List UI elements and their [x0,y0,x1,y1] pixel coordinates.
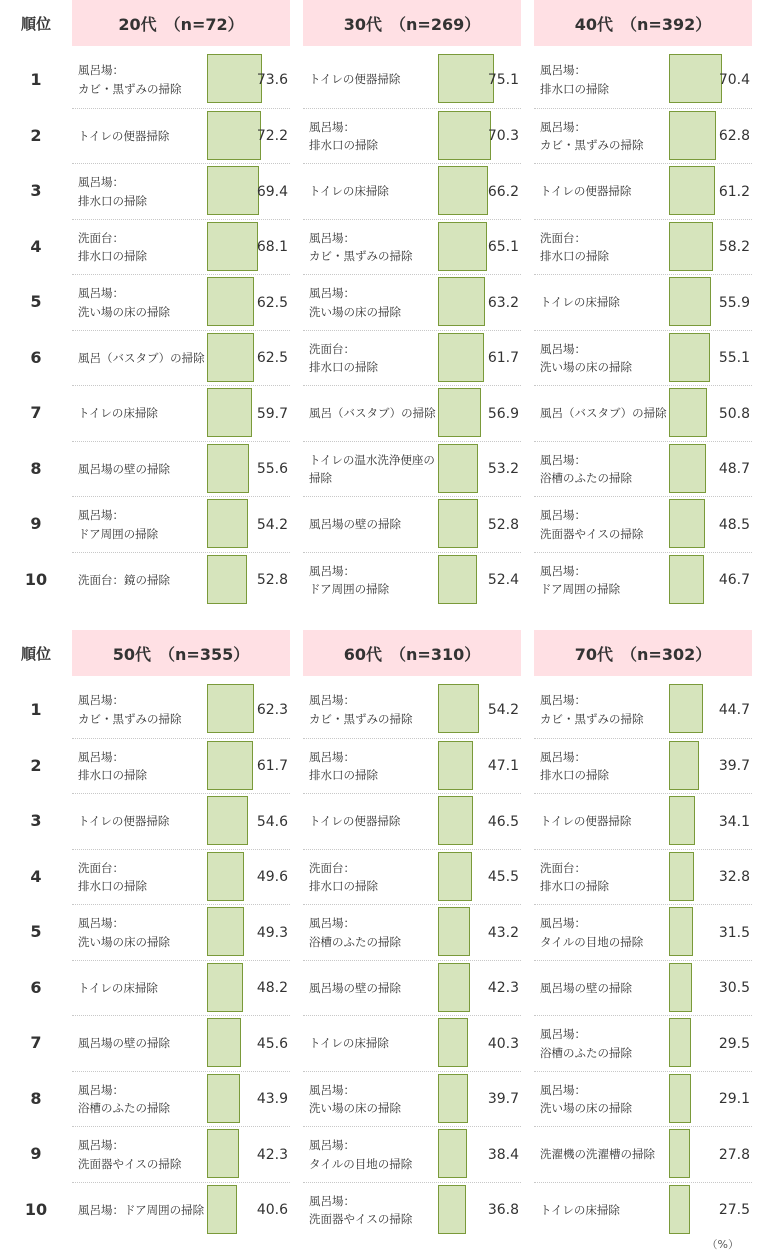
value-label: 49.6 [256,869,288,885]
item-label: 風呂場： 排水口の掃除 [78,749,147,782]
panel-title: 40代 （n=392） [534,0,752,46]
ranking-row [534,441,752,497]
rank-column-header: 順位 [20,14,51,33]
value-label: 59.7 [256,405,288,422]
ranking-row [534,738,752,794]
ranking-row [72,52,290,107]
item-label: 洗濯機の洗濯槽の掃除 [540,1147,655,1162]
value-bar [438,388,481,437]
value-bar [438,54,494,103]
ranking-row [72,552,290,608]
value-bar [669,1074,691,1123]
ranking-row [303,552,521,608]
item-label: 風呂場： カビ・黒ずみの掃除 [540,119,644,152]
value-label: 42.3 [256,1146,288,1163]
value-bar [207,684,254,733]
ranking-row [303,52,521,107]
ranking-row [303,682,521,737]
item-label: 風呂場： 排水口の掃除 [540,63,609,96]
item-label: 風呂場の壁の掃除 [78,461,170,476]
value-bar [207,741,253,790]
value-bar [207,907,244,956]
value-bar [438,1074,468,1123]
item-label: 風呂場： 排水口の掃除 [309,119,378,152]
item-label: トイレの床掃除 [309,1036,389,1051]
ranking-row [72,163,290,219]
panel-title: 50代 （n=355） [72,630,290,676]
item-label: トイレの便器掃除 [540,814,632,829]
ranking-row [534,496,752,552]
value-label: 52.8 [487,516,519,533]
item-label: 風呂場： カビ・黒ずみの掃除 [309,230,413,263]
ranking-row [534,219,752,275]
value-bar [669,963,692,1012]
value-label: 39.7 [487,1091,519,1107]
item-label: 洗面台： 排水口の掃除 [78,230,147,263]
value-label: 65.1 [487,239,519,255]
ranking-row [303,274,521,330]
item-label: トイレの便器掃除 [309,72,401,87]
value-label: 52.4 [487,572,519,588]
value-bar [438,333,484,382]
item-label: トイレの便器掃除 [540,184,632,199]
value-bar [207,277,254,326]
item-label: トイレの便器掃除 [309,814,401,829]
value-label: 62.3 [256,701,288,718]
ranking-row [72,904,290,960]
value-bar [438,1185,466,1234]
value-bar [207,166,259,215]
item-label: 風呂場： 排水口の掃除 [309,749,378,782]
item-label: 風呂場： 浴槽のふたの掃除 [78,1082,170,1115]
value-label: 47.1 [487,758,519,774]
value-bar [438,222,487,271]
value-label: 29.5 [718,1035,750,1052]
ranking-row [72,793,290,849]
item-label: 洗面台： 排水口の掃除 [309,860,378,893]
value-label: 66.2 [487,183,519,200]
item-label: 風呂場： ドア周囲の掃除 [309,563,390,596]
item-label: 風呂場： タイルの目地の掃除 [540,916,644,949]
item-label: 風呂場： 洗い場の床の掃除 [309,1082,401,1115]
value-label: 55.1 [718,350,750,366]
value-bar [438,1018,468,1067]
item-label: 風呂場の壁の掃除 [540,980,632,995]
value-bar [669,1018,691,1067]
value-label: 46.5 [487,813,519,830]
item-label: トイレの床掃除 [540,295,620,310]
rank-number: 6 [30,347,42,367]
ranking-row [534,682,752,737]
ranking-row [534,163,752,219]
value-label: 55.6 [256,461,288,477]
value-bar [669,555,704,604]
ranking-row [72,1015,290,1071]
ranking-row [534,1182,752,1238]
value-bar [438,1129,467,1178]
value-bar [207,222,258,271]
item-label: トイレの便器掃除 [78,814,170,829]
panel-title: 60代 （n=310） [303,630,521,676]
rank-number: 3 [30,811,42,830]
value-bar [669,222,713,271]
item-label: 風呂場： 洗面器やイスの掃除 [540,508,644,541]
ranking-row [72,960,290,1016]
rank-number: 5 [30,922,42,941]
value-bar [207,852,244,901]
value-bar [207,555,247,604]
value-bar [669,388,707,437]
item-label: 風呂場： 洗面器やイスの掃除 [78,1138,182,1171]
value-label: 44.7 [718,701,750,718]
value-label: 48.2 [256,980,288,996]
value-label: 29.1 [718,1091,750,1107]
ranking-row [303,793,521,849]
value-label: 40.3 [487,1035,519,1052]
value-label: 48.5 [718,516,750,533]
value-bar [207,111,261,160]
value-label: 34.1 [718,813,750,830]
ranking-row [534,1071,752,1127]
value-bar [207,1185,237,1234]
ranking-row [303,441,521,497]
value-label: 61.7 [256,758,288,774]
value-label: 72.2 [256,128,288,144]
ranking-row [303,385,521,441]
value-label: 53.2 [487,461,519,477]
value-label: 38.4 [487,1146,519,1163]
item-label: 風呂場： 洗い場の床の掃除 [78,916,170,949]
item-label: 風呂（バスタブ）の掃除 [540,406,667,421]
ranking-row [72,441,290,497]
item-label: 洗面台： 排水口の掃除 [540,230,609,263]
rank-number: 10 [24,569,48,589]
item-label: 風呂場： 排水口の掃除 [540,749,609,782]
value-label: 31.5 [718,924,750,941]
ranking-row [72,385,290,441]
rank-number: 1 [30,700,42,719]
value-label: 56.9 [487,405,519,422]
ranking-row [303,108,521,164]
value-bar [669,333,710,382]
value-bar [669,1185,690,1234]
value-label: 39.7 [718,758,750,774]
ranking-row [303,1182,521,1238]
value-bar [438,963,470,1012]
item-label: 風呂場の壁の掃除 [309,980,401,995]
value-label: 62.5 [256,350,288,366]
value-label: 49.3 [256,924,288,941]
value-label: 40.6 [256,1202,288,1218]
value-bar [438,907,470,956]
value-bar [207,796,248,845]
value-bar [438,444,478,493]
panel-title: 70代 （n=302） [534,630,752,676]
value-bar [207,333,254,382]
ranking-row [72,330,290,386]
value-label: 48.7 [718,461,750,477]
value-label: 45.5 [487,869,519,885]
rank-column-header: 順位 [20,644,51,663]
ranking-row [534,52,752,107]
ranking-block [0,630,769,1241]
value-bar [438,684,479,733]
value-bar [669,852,694,901]
value-bar [669,684,703,733]
item-label: 風呂場の壁の掃除 [309,517,401,532]
value-label: 54.2 [487,701,519,718]
value-label: 45.6 [256,1035,288,1052]
value-bar [207,963,243,1012]
item-label: 風呂場： 洗面器やイスの掃除 [309,1193,413,1226]
ranking-row [303,163,521,219]
ranking-row [303,960,521,1016]
item-label: 風呂場： 浴槽のふたの掃除 [540,1027,632,1060]
value-label: 54.2 [256,516,288,533]
item-label: 風呂場の壁の掃除 [78,1036,170,1051]
panel-title: 30代 （n=269） [303,0,521,46]
item-label: 風呂場： カビ・黒ずみの掃除 [540,693,644,726]
ranking-row [534,1126,752,1182]
item-label: 風呂場： カビ・黒ずみの掃除 [309,693,413,726]
item-label: 風呂場：ドア周囲の掃除 [78,1202,205,1217]
value-bar [438,555,477,604]
ranking-row [303,1071,521,1127]
value-bar [207,54,262,103]
item-label: トイレの床掃除 [78,406,158,421]
item-label: 風呂場： 洗い場の床の掃除 [540,1082,632,1115]
panel-title: 20代 （n=72） [72,0,290,46]
rank-number: 3 [30,181,42,200]
value-label: 42.3 [487,980,519,996]
ranking-row [534,960,752,1016]
value-label: 70.4 [718,71,750,88]
value-bar [438,111,491,160]
ranking-row [303,904,521,960]
value-bar [669,796,695,845]
value-bar [207,388,252,437]
value-label: 36.8 [487,1202,519,1218]
value-label: 58.2 [718,239,750,255]
ranking-row [72,108,290,164]
item-label: トイレの温水洗浄便座の 掃除 [309,452,435,485]
value-label: 63.2 [487,294,519,311]
value-bar [438,277,485,326]
ranking-row [534,274,752,330]
ranking-row [72,219,290,275]
rank-number: 7 [30,1033,42,1052]
rank-number: 1 [30,70,42,89]
value-label: 52.8 [256,572,288,588]
value-label: 68.1 [256,239,288,255]
value-label: 27.5 [718,1202,750,1218]
rank-number: 9 [30,1144,42,1163]
value-bar [207,499,248,548]
value-bar [438,741,473,790]
rank-number: 2 [30,125,42,145]
value-bar [207,1018,241,1067]
value-label: 75.1 [487,71,519,88]
value-label: 61.2 [718,183,750,200]
value-bar [438,166,488,215]
value-bar [669,1129,690,1178]
item-label: 風呂場： 洗い場の床の掃除 [540,341,632,374]
ranking-row [72,1071,290,1127]
ranking-row [303,1015,521,1071]
ranking-row [303,330,521,386]
ranking-row [303,496,521,552]
value-label: 32.8 [718,869,750,885]
value-label: 43.9 [256,1091,288,1107]
item-label: 風呂場： ドア周囲の掃除 [540,563,621,596]
value-bar [669,277,711,326]
value-bar [669,907,693,956]
value-label: 54.6 [256,813,288,830]
value-label: 27.8 [718,1146,750,1163]
ranking-row [72,682,290,737]
value-label: 30.5 [718,980,750,996]
item-label: 風呂場： タイルの目地の掃除 [309,1138,413,1171]
ranking-row [534,793,752,849]
item-label: トイレの床掃除 [78,980,158,995]
item-label: トイレの便器掃除 [78,128,170,143]
value-label: 73.6 [256,71,288,88]
ranking-row [303,849,521,905]
value-label: 62.5 [256,294,288,311]
value-bar [207,1074,240,1123]
value-label: 69.4 [256,183,288,200]
value-label: 43.2 [487,924,519,941]
item-label: 風呂場： 浴槽のふたの掃除 [540,452,632,485]
value-bar [669,54,722,103]
ranking-row [72,738,290,794]
value-bar [207,444,249,493]
rank-number: 2 [30,755,42,775]
ranking-block [0,0,769,611]
ranking-row [534,849,752,905]
value-bar [669,499,705,548]
rank-number: 6 [30,977,42,997]
ranking-row [72,1126,290,1182]
value-bar [669,444,706,493]
item-label: 洗面台： 排水口の掃除 [309,341,378,374]
value-label: 50.8 [718,405,750,422]
rank-number: 10 [24,1199,48,1219]
value-bar [669,166,715,215]
item-label: 風呂場： 浴槽のふたの掃除 [309,916,401,949]
rank-number: 9 [30,514,42,533]
item-label: 風呂（バスタブ）の掃除 [309,406,436,421]
item-label: トイレの床掃除 [540,1202,620,1217]
item-label: 風呂場： カビ・黒ずみの掃除 [78,63,182,96]
ranking-row [303,738,521,794]
ranking-row [534,552,752,608]
value-bar [438,499,478,548]
ranking-row [534,385,752,441]
item-label: 洗面台：鏡の掃除 [78,572,170,587]
ranking-row [534,904,752,960]
value-label: 61.7 [487,350,519,366]
rank-number: 4 [30,236,42,256]
value-bar [438,796,473,845]
unit-label: （%） [706,1238,739,1251]
item-label: トイレの床掃除 [309,184,389,199]
ranking-row [72,1182,290,1238]
ranking-row [72,274,290,330]
rank-number: 8 [30,458,42,478]
rank-number: 8 [30,1088,42,1108]
value-bar [669,111,716,160]
rank-number: 7 [30,403,42,422]
value-label: 62.8 [718,128,750,144]
item-label: 風呂場： カビ・黒ずみの掃除 [78,693,182,726]
ranking-row [534,1015,752,1071]
value-bar [669,741,699,790]
value-label: 46.7 [718,572,750,588]
item-label: 風呂場： 洗い場の床の掃除 [78,286,170,319]
item-label: 風呂場： 排水口の掃除 [78,175,147,208]
item-label: 風呂（バスタブ）の掃除 [78,350,205,365]
value-label: 55.9 [718,294,750,311]
ranking-row [303,1126,521,1182]
item-label: 洗面台： 排水口の掃除 [540,860,609,893]
item-label: 風呂場： 洗い場の床の掃除 [309,286,401,319]
ranking-row [72,849,290,905]
value-bar [207,1129,239,1178]
item-label: 風呂場： ドア周囲の掃除 [78,508,159,541]
ranking-row [534,108,752,164]
value-label: 70.3 [487,128,519,144]
rank-number: 4 [30,866,42,886]
item-label: 洗面台： 排水口の掃除 [78,860,147,893]
value-bar [438,852,472,901]
ranking-row [72,496,290,552]
ranking-row [534,330,752,386]
ranking-row [303,219,521,275]
rank-number: 5 [30,292,42,311]
